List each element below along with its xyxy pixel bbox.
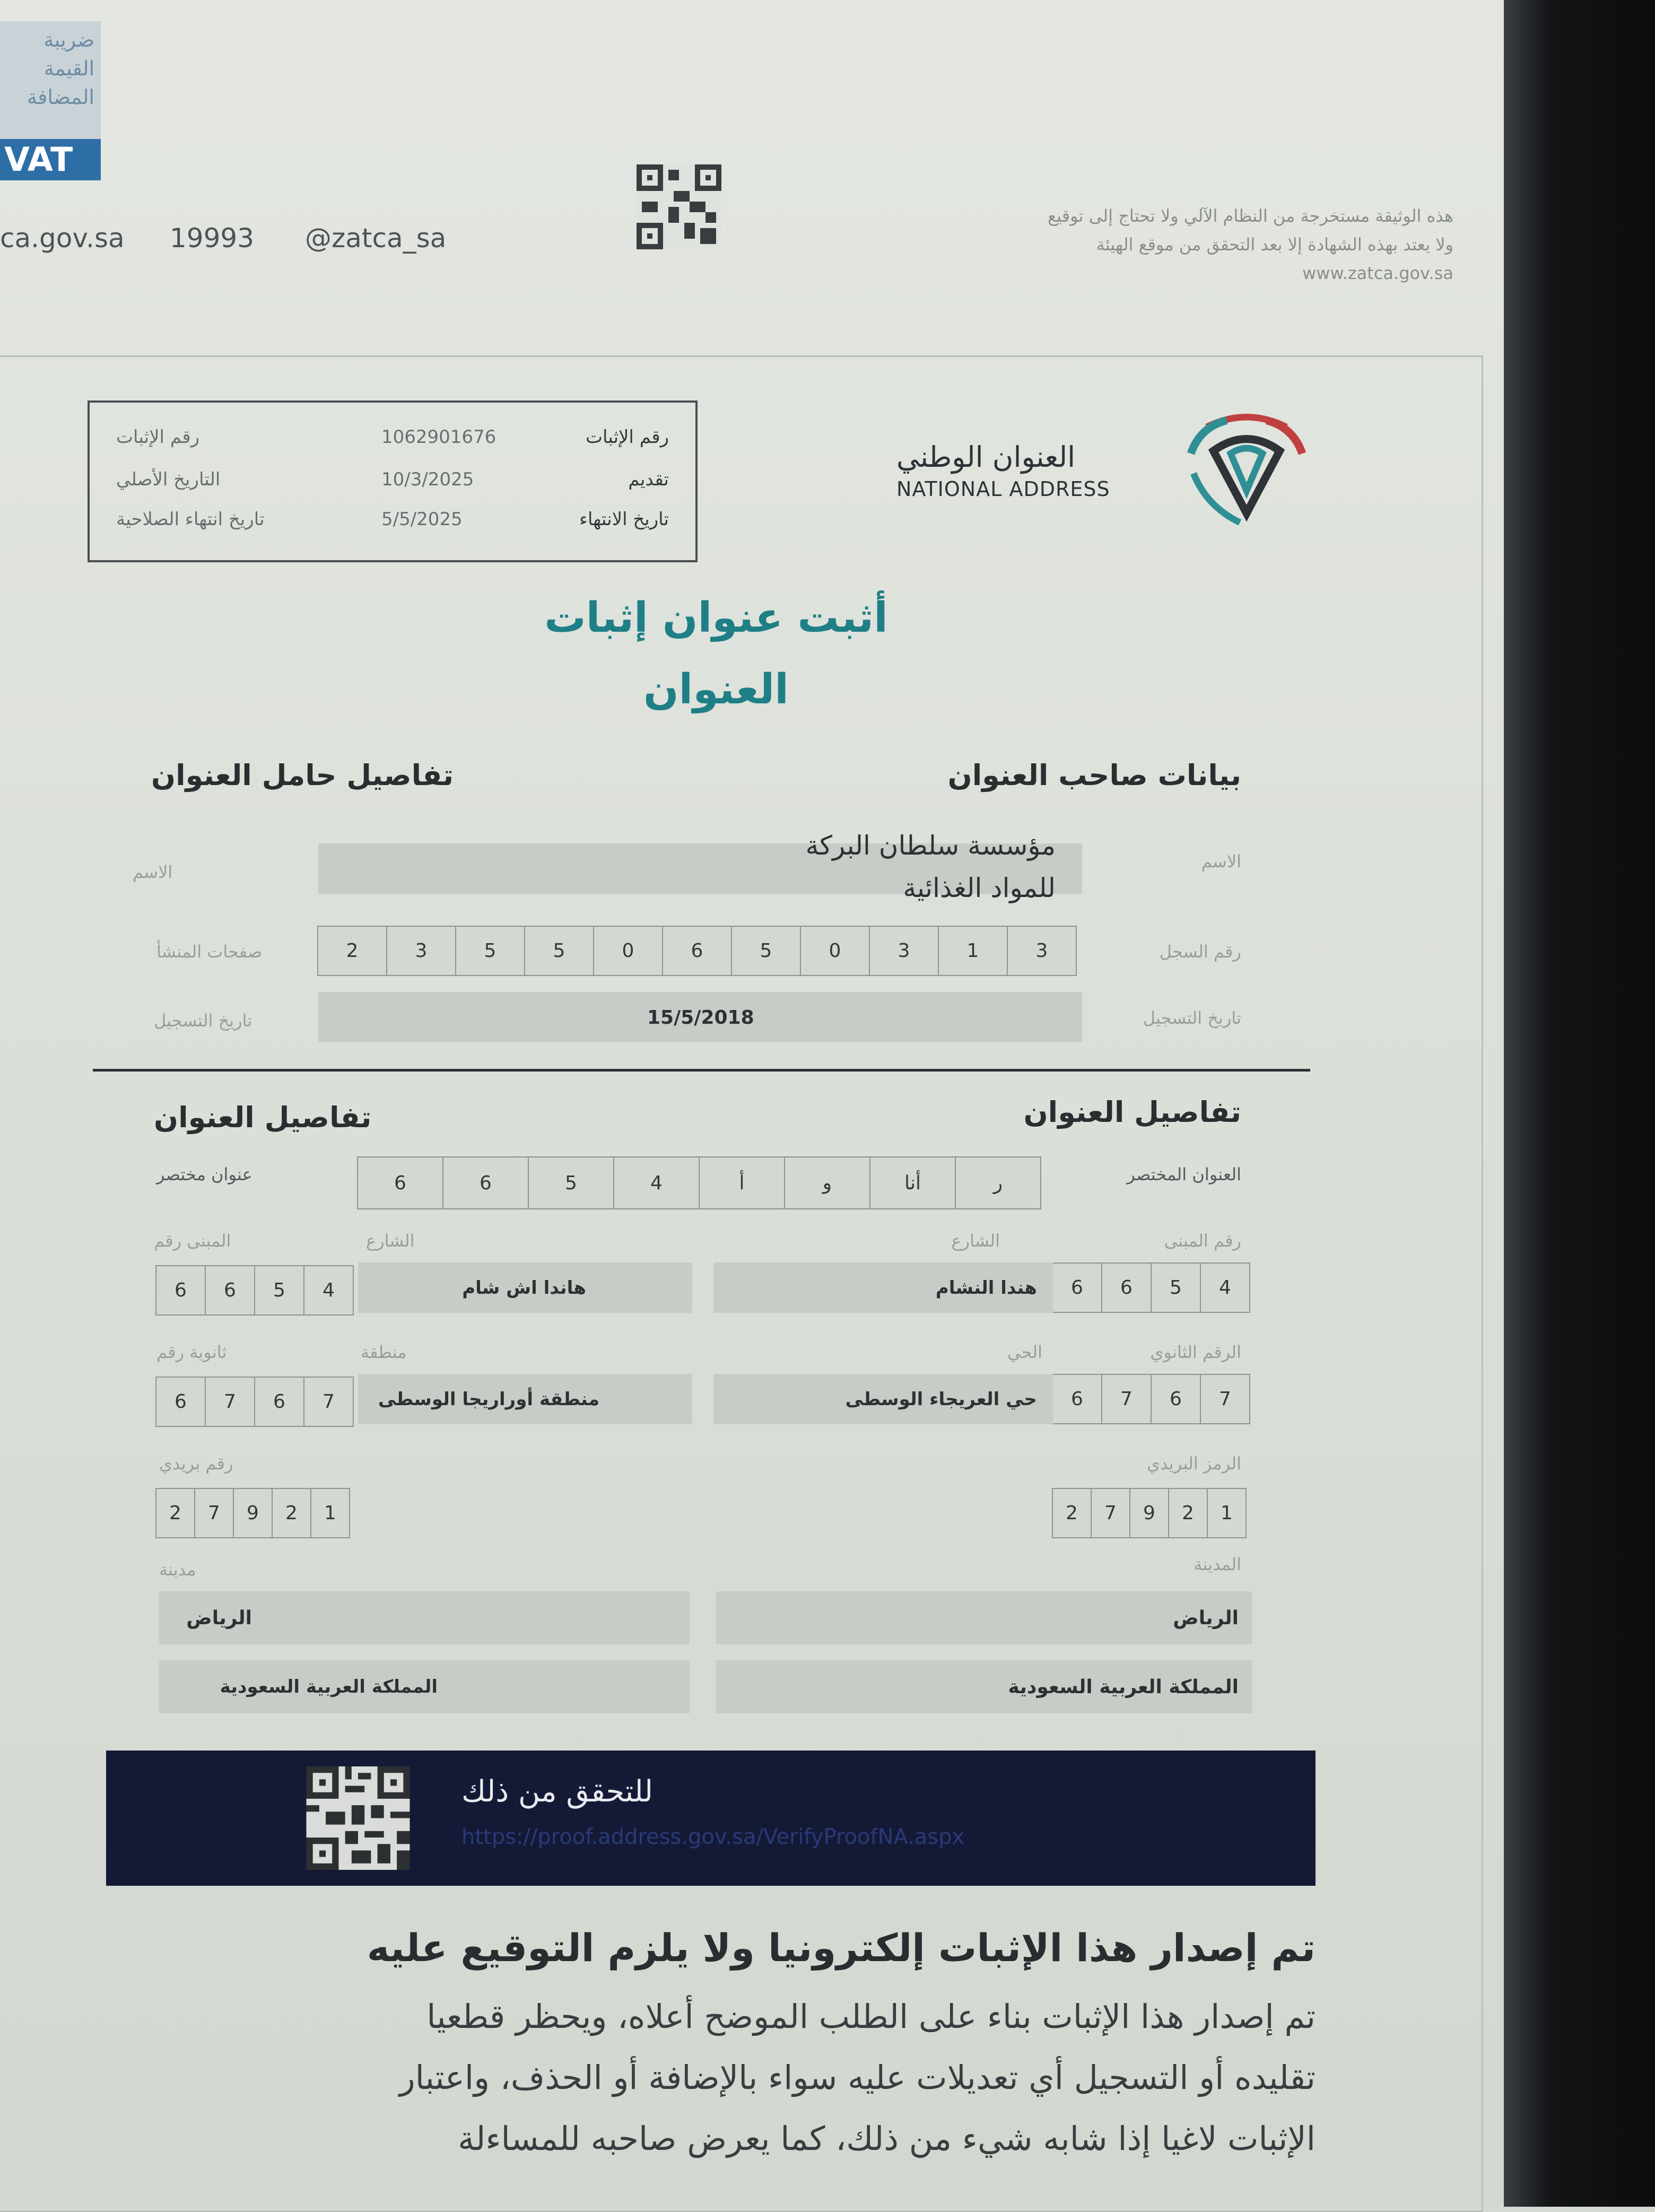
country-name: المملكة العربية السعودية	[1008, 1676, 1239, 1698]
building-digit-cell: 5	[254, 1265, 304, 1316]
notice-line: تقليده أو التسجيل أي تعديلات عليه سواء بالإضافة أو الحذف، واعتبار	[399, 2058, 1316, 2097]
cr-digit-cell: 5	[455, 926, 525, 976]
cr-digit-cell: 3	[1007, 926, 1077, 976]
postal-digit-cell: 9	[233, 1488, 273, 1538]
vat-badge: VAT	[0, 139, 101, 180]
owner-section-title: بيانات صاحب العنوان	[947, 759, 1241, 792]
district-name: حي العريجاء الوسطى	[845, 1389, 1037, 1410]
registration-date-label: تاريخ التسجيل	[1143, 1008, 1241, 1028]
website-text: ca.gov.sa	[0, 223, 125, 254]
info-left-label: تاريخ انتهاء الصلاحية	[116, 509, 265, 530]
short-address-cell: و	[784, 1156, 870, 1209]
short-address-cell: 4	[613, 1156, 700, 1209]
disclaimer-line: هذه الوثيقة مستخرجة من النظام الآلي ولا تحتاج إلى توقيع	[1048, 206, 1453, 226]
name-label: الاسم	[1201, 851, 1241, 872]
short-address-label: العنوان المختصر	[1127, 1164, 1241, 1185]
vat-arabic-line: ضريبة	[43, 28, 94, 51]
building-digit-cell: 4	[303, 1265, 354, 1316]
info-row	[90, 509, 695, 551]
secondary-digit-cell: 7	[205, 1377, 255, 1427]
cr-digit-cell: 6	[662, 926, 732, 976]
short-address-cell: 6	[442, 1156, 529, 1209]
cr-digit-cell: 3	[386, 926, 456, 976]
holder-section-title: تفاصيل حامل العنوان	[151, 759, 454, 792]
short-address-cell: أ	[699, 1156, 785, 1209]
disclaimer-url: www.zatca.gov.sa	[1302, 263, 1453, 283]
owner-name: مؤسسة سلطان البركة	[805, 830, 1056, 861]
certificate-info-box	[88, 400, 698, 562]
secondary-digit-cell: 6	[155, 1377, 206, 1427]
info-value: 5/5/2025	[381, 509, 463, 530]
registration-date: 15/5/2018	[647, 1007, 754, 1029]
cr-digit-cell: 0	[800, 926, 870, 976]
secondary-number-label: الرقم الثانوي	[1150, 1342, 1241, 1362]
info-row	[90, 426, 695, 469]
owner-name-line2: للمواد الغذائية	[903, 873, 1056, 903]
postal-digit-cell: 7	[1091, 1488, 1130, 1538]
info-left-label: التاريخ الأصلي	[116, 469, 221, 490]
postal-digit-cell: 2	[1168, 1488, 1208, 1538]
qr-code-top	[637, 164, 721, 249]
building-digit-cell: 5	[1151, 1262, 1201, 1313]
street-label: الشارع	[951, 1231, 1000, 1251]
info-right-label: تقديم	[628, 469, 669, 490]
vat-logo	[0, 21, 101, 180]
document-subtitle: العنوان	[643, 666, 789, 713]
secondary-digit-cell: 7	[1200, 1374, 1250, 1424]
postal-code-label: الرمز البريدي	[1147, 1453, 1241, 1474]
short-address-cell: 6	[357, 1156, 443, 1209]
street-name: هندا النشام	[935, 1277, 1037, 1299]
secondary-number-label-left: ثانوية رقم	[156, 1342, 227, 1362]
registration-date-label-left: تاريخ التسجيل	[154, 1011, 252, 1031]
city-name-left: الرياض	[186, 1607, 252, 1629]
secondary-digit-cell: 6	[1052, 1374, 1102, 1424]
cr-digit-cell: 1	[938, 926, 1008, 976]
cr-label: رقم السجل	[1159, 942, 1241, 962]
notice-heading: تم إصدار هذا الإثبات إلكترونيا ولا يلزم التوقيع عليه	[367, 1926, 1316, 1970]
info-right-label: تاريخ الانتهاء	[579, 509, 669, 530]
short-address-cells	[358, 1156, 1041, 1209]
info-value: 10/3/2025	[381, 469, 474, 490]
building-digit-cell: 6	[155, 1265, 206, 1316]
postal-digit-cell: 7	[194, 1488, 234, 1538]
street-label-left: الشارع	[366, 1231, 415, 1251]
short-address-cell: 5	[528, 1156, 614, 1209]
cr-digit-cell: 2	[317, 926, 387, 976]
city-name: الرياض	[1173, 1607, 1239, 1629]
notice-line: الإثبات لاغيا إذا شابه شيء من ذلك، كما يعرض صاحبه للمساءلة	[458, 2119, 1316, 2158]
postal-code-label-left: رقم بريدي	[159, 1453, 233, 1474]
phone-text: 19993	[170, 223, 255, 254]
social-handle: @zatca_sa	[305, 223, 447, 254]
postal-digit-cell: 2	[272, 1488, 311, 1538]
building-number-cells	[1053, 1262, 1250, 1313]
secondary-digit-cell: 6	[1151, 1374, 1201, 1424]
secondary-digit-cell: 6	[254, 1377, 304, 1427]
building-digit-cell: 6	[205, 1265, 255, 1316]
verification-banner	[106, 1751, 1316, 1886]
logo-english-text: NATIONAL ADDRESS	[896, 477, 1110, 501]
cr-number-cells	[318, 926, 1077, 976]
qr-code-verify[interactable]	[302, 1766, 414, 1870]
building-number-label: رقم المبنى	[1164, 1231, 1241, 1251]
info-row	[90, 469, 695, 511]
secondary-number-cells	[1053, 1374, 1250, 1424]
building-number-label-left: المبنى رقم	[154, 1231, 231, 1251]
cr-digit-cell: 0	[593, 926, 663, 976]
building-digit-cell: 4	[1200, 1262, 1250, 1313]
building-number-cells-left	[156, 1265, 354, 1316]
logo-arabic-text: العنوان الوطني	[896, 440, 1076, 474]
verify-url-link[interactable]: https://proof.address.gov.sa/VerifyProofNA.aspx	[461, 1825, 965, 1849]
city-label: المدينة	[1194, 1554, 1241, 1574]
info-right-label: رقم الإثبات	[585, 426, 669, 448]
cr-label-left: صفحات المنشأ	[156, 942, 263, 962]
device-edge	[1504, 0, 1655, 2207]
secondary-number-cells-left	[156, 1377, 354, 1427]
name-label-left: الاسم	[133, 862, 173, 882]
postal-code-cells-left	[156, 1488, 350, 1538]
address-section-title: تفاصيل العنوان	[1023, 1095, 1241, 1129]
cr-digit-cell: 5	[524, 926, 594, 976]
info-value: 1062901676	[381, 426, 496, 448]
street-name-left: هاندا اش شام	[462, 1277, 586, 1299]
district-name-left: منطقة أوراريجا الوسطى	[378, 1389, 599, 1410]
cr-digit-cell: 5	[731, 926, 801, 976]
section-divider	[93, 1069, 1310, 1072]
document-title: أثبت عنوان إثبات	[544, 594, 888, 642]
short-address-label-left: عنوان مختصر	[156, 1164, 252, 1185]
vat-arabic-line: القيمة	[43, 57, 94, 80]
district-label-left: منطقة	[361, 1342, 407, 1362]
postal-digit-cell: 2	[1052, 1488, 1092, 1538]
notice-line: تم إصدار هذا الإثبات بناء على الطلب الموضح أعلاه، ويحظر قطعيا	[426, 1997, 1316, 2036]
short-address-cell: ر	[955, 1156, 1041, 1209]
postal-digit-cell: 1	[310, 1488, 350, 1538]
disclaimer-line: ولا يعتد بهذه الشهادة إلا بعد التحقق من موقع الهيئة	[1096, 234, 1453, 255]
building-digit-cell: 6	[1101, 1262, 1152, 1313]
city-field	[716, 1591, 1252, 1644]
vat-arabic-line: المضافة	[27, 85, 94, 109]
country-name-left: المملكة العربية السعودية	[220, 1676, 438, 1697]
postal-digit-cell: 1	[1207, 1488, 1247, 1538]
verify-text: للتحقق من ذلك	[461, 1774, 654, 1809]
district-label: الحي	[1007, 1342, 1042, 1362]
postal-digit-cell: 9	[1129, 1488, 1169, 1538]
building-digit-cell: 6	[1052, 1262, 1102, 1313]
cr-digit-cell: 3	[869, 926, 939, 976]
secondary-digit-cell: 7	[1101, 1374, 1152, 1424]
national-address-logo-icon	[1175, 400, 1318, 533]
secondary-digit-cell: 7	[303, 1377, 354, 1427]
postal-code-cells	[1053, 1488, 1247, 1538]
disclaimer-text	[896, 202, 1453, 288]
short-address-cell: أنا	[869, 1156, 956, 1209]
address-section-title-left: تفاصيل العنوان	[154, 1101, 372, 1134]
city-label-left: مدينة	[159, 1560, 196, 1580]
info-left-label: رقم الإثبات	[116, 426, 200, 448]
postal-digit-cell: 2	[155, 1488, 195, 1538]
